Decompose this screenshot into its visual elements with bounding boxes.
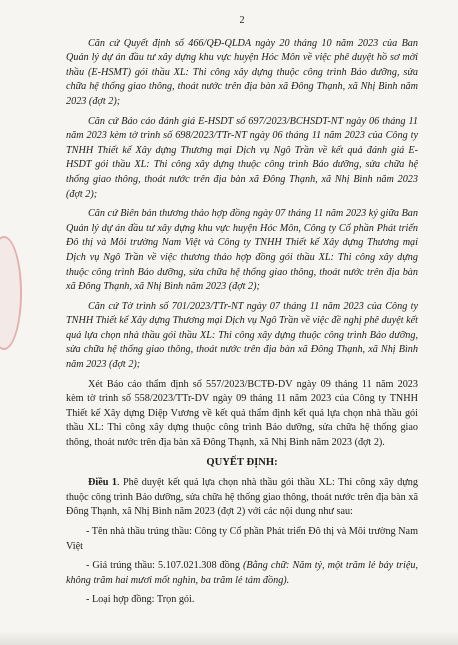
page-number: 2 [239, 15, 245, 26]
page-edge-shadow [0, 631, 458, 645]
legal-basis-paragraph: Căn cứ Báo cáo đánh giá E-HSDT số 697/2023/BCHSDT-NT ngày 06 tháng 11 năm 2023 kèm tờ trình số 698/2023/TTr-NT ngày 06 tháng 11 năm 2023 của Công ty TNHH Thiết kế Xây dựng Thương mại Dịch vụ Ngô Trần về kết quả đánh giá E-HSDT gói thầu XL: Thi công xây dựng thuộc công trình Bảo dưỡng, sửa chữa hệ thống giao thông, thoát nước trên địa bàn xã Đông Thạnh, xã Nhị Bình năm 2023 (đợt 2); [66, 115, 418, 200]
price-item [66, 559, 418, 588]
legal-basis-paragraph: Căn cứ Biên bản thương thảo hợp đồng ngày 07 tháng 11 năm 2023 ký giữa Ban Quản lý dự án đầu tư xây dựng khu vực huyện Hóc Môn, Công ty Cổ phần Phát triển Đô thị và Môi trường Nam Việt và Công ty TNHH Thiết kế Xây dựng Thương mại Dịch vụ Ngô Trần về việc thương thảo hợp đồng gói thầu XL: Thi công xây dựng thuộc công trình Bảo dưỡng, sửa chữa hệ thống giao thông, thoát nước trên địa bàn xã Đông Thạnh, xã Nhị Bình năm 2023 (đợt 2); [66, 208, 418, 293]
article-1-text: . Phê duyệt kết quả lựa chọn nhà thầu gói thầu XL: Thi công xây dựng thuộc công trình Bảo dưỡng, sửa chữa hệ thống giao thông, thoát nước trên địa bàn xã Đông Thạnh, xã Nhị Bình năm 2023 (đợt 2) với các nội dung như sau: [66, 477, 418, 518]
legal-basis-paragraph: Căn cứ Tờ trình số 701/2023/TTr-NT ngày 07 tháng 11 năm 2023 của Công ty TNHH Thiết kế Xây dựng Thương mại Dịch vụ Ngô Trần về việc đề nghị phê duyệt kết quả lựa chọn nhà thầu gói thầu XL: Thi công xây dựng thuộc công trình Bảo dưỡng, sửa chữa hệ thống giao thông, thoát nước trên địa bàn xã Đông Thạnh, xã Nhị Bình năm 2023 (đợt 2); [66, 300, 418, 371]
article-1-label: Điều 1 [88, 477, 117, 489]
decision-heading: QUYẾT ĐỊNH: [206, 456, 278, 468]
price-in-words: (Bằng chữ: Năm tỷ, một trăm lẻ bảy triệu, không trăm hai mươi mốt nghìn, ba trăm lẻ tám đồng). [66, 560, 418, 586]
contractor-item: - Tên nhà thầu trúng thầu: Công ty Cổ phần Phát triển Đô thị và Môi trường Nam Việt [66, 526, 418, 552]
article-1 [66, 476, 418, 520]
appraisal-report-paragraph: Xét Báo cáo thẩm định số 557/2023/BCTĐ-DV ngày 09 tháng 11 năm 2023 kèm tờ trình số 558/2023/TTr-DV ngày 09 tháng 11 năm 2023 của Công ty TNHH Thiết kế Xây dựng Diệp Vương về kết quả thẩm định kết quả lựa chọn nhà thầu gói thầu XL: Thi công xây dựng thuộc công trình Bảo dưỡng, sửa chữa hệ thống giao thông, thoát nước trên địa bàn xã Đông Thạnh, xã Nhị Bình năm 2023 (đợt 2). [66, 378, 418, 449]
contract-type-item: - Loại hợp đồng: Trọn gói. [86, 594, 195, 606]
price-value: - Giá trúng thầu: 5.107.021.308 đồng [86, 560, 243, 572]
legal-basis-paragraph: Căn cứ Quyết định số 466/QĐ-QLDA ngày 20 tháng 10 năm 2023 của Ban Quản lý dự án đầu tư xây dựng khu vực huyện Hóc Môn về việc phê duyệt hồ sơ mời thầu (E-HSMT) gói thầu XL: Thi công xây dựng thuộc công trình Bảo dưỡng, sửa chữa hệ thống giao thông, thoát nước trên địa bàn xã Đông Thạnh, xã Nhị Bình năm 2023 (đợt 2); [66, 37, 418, 107]
